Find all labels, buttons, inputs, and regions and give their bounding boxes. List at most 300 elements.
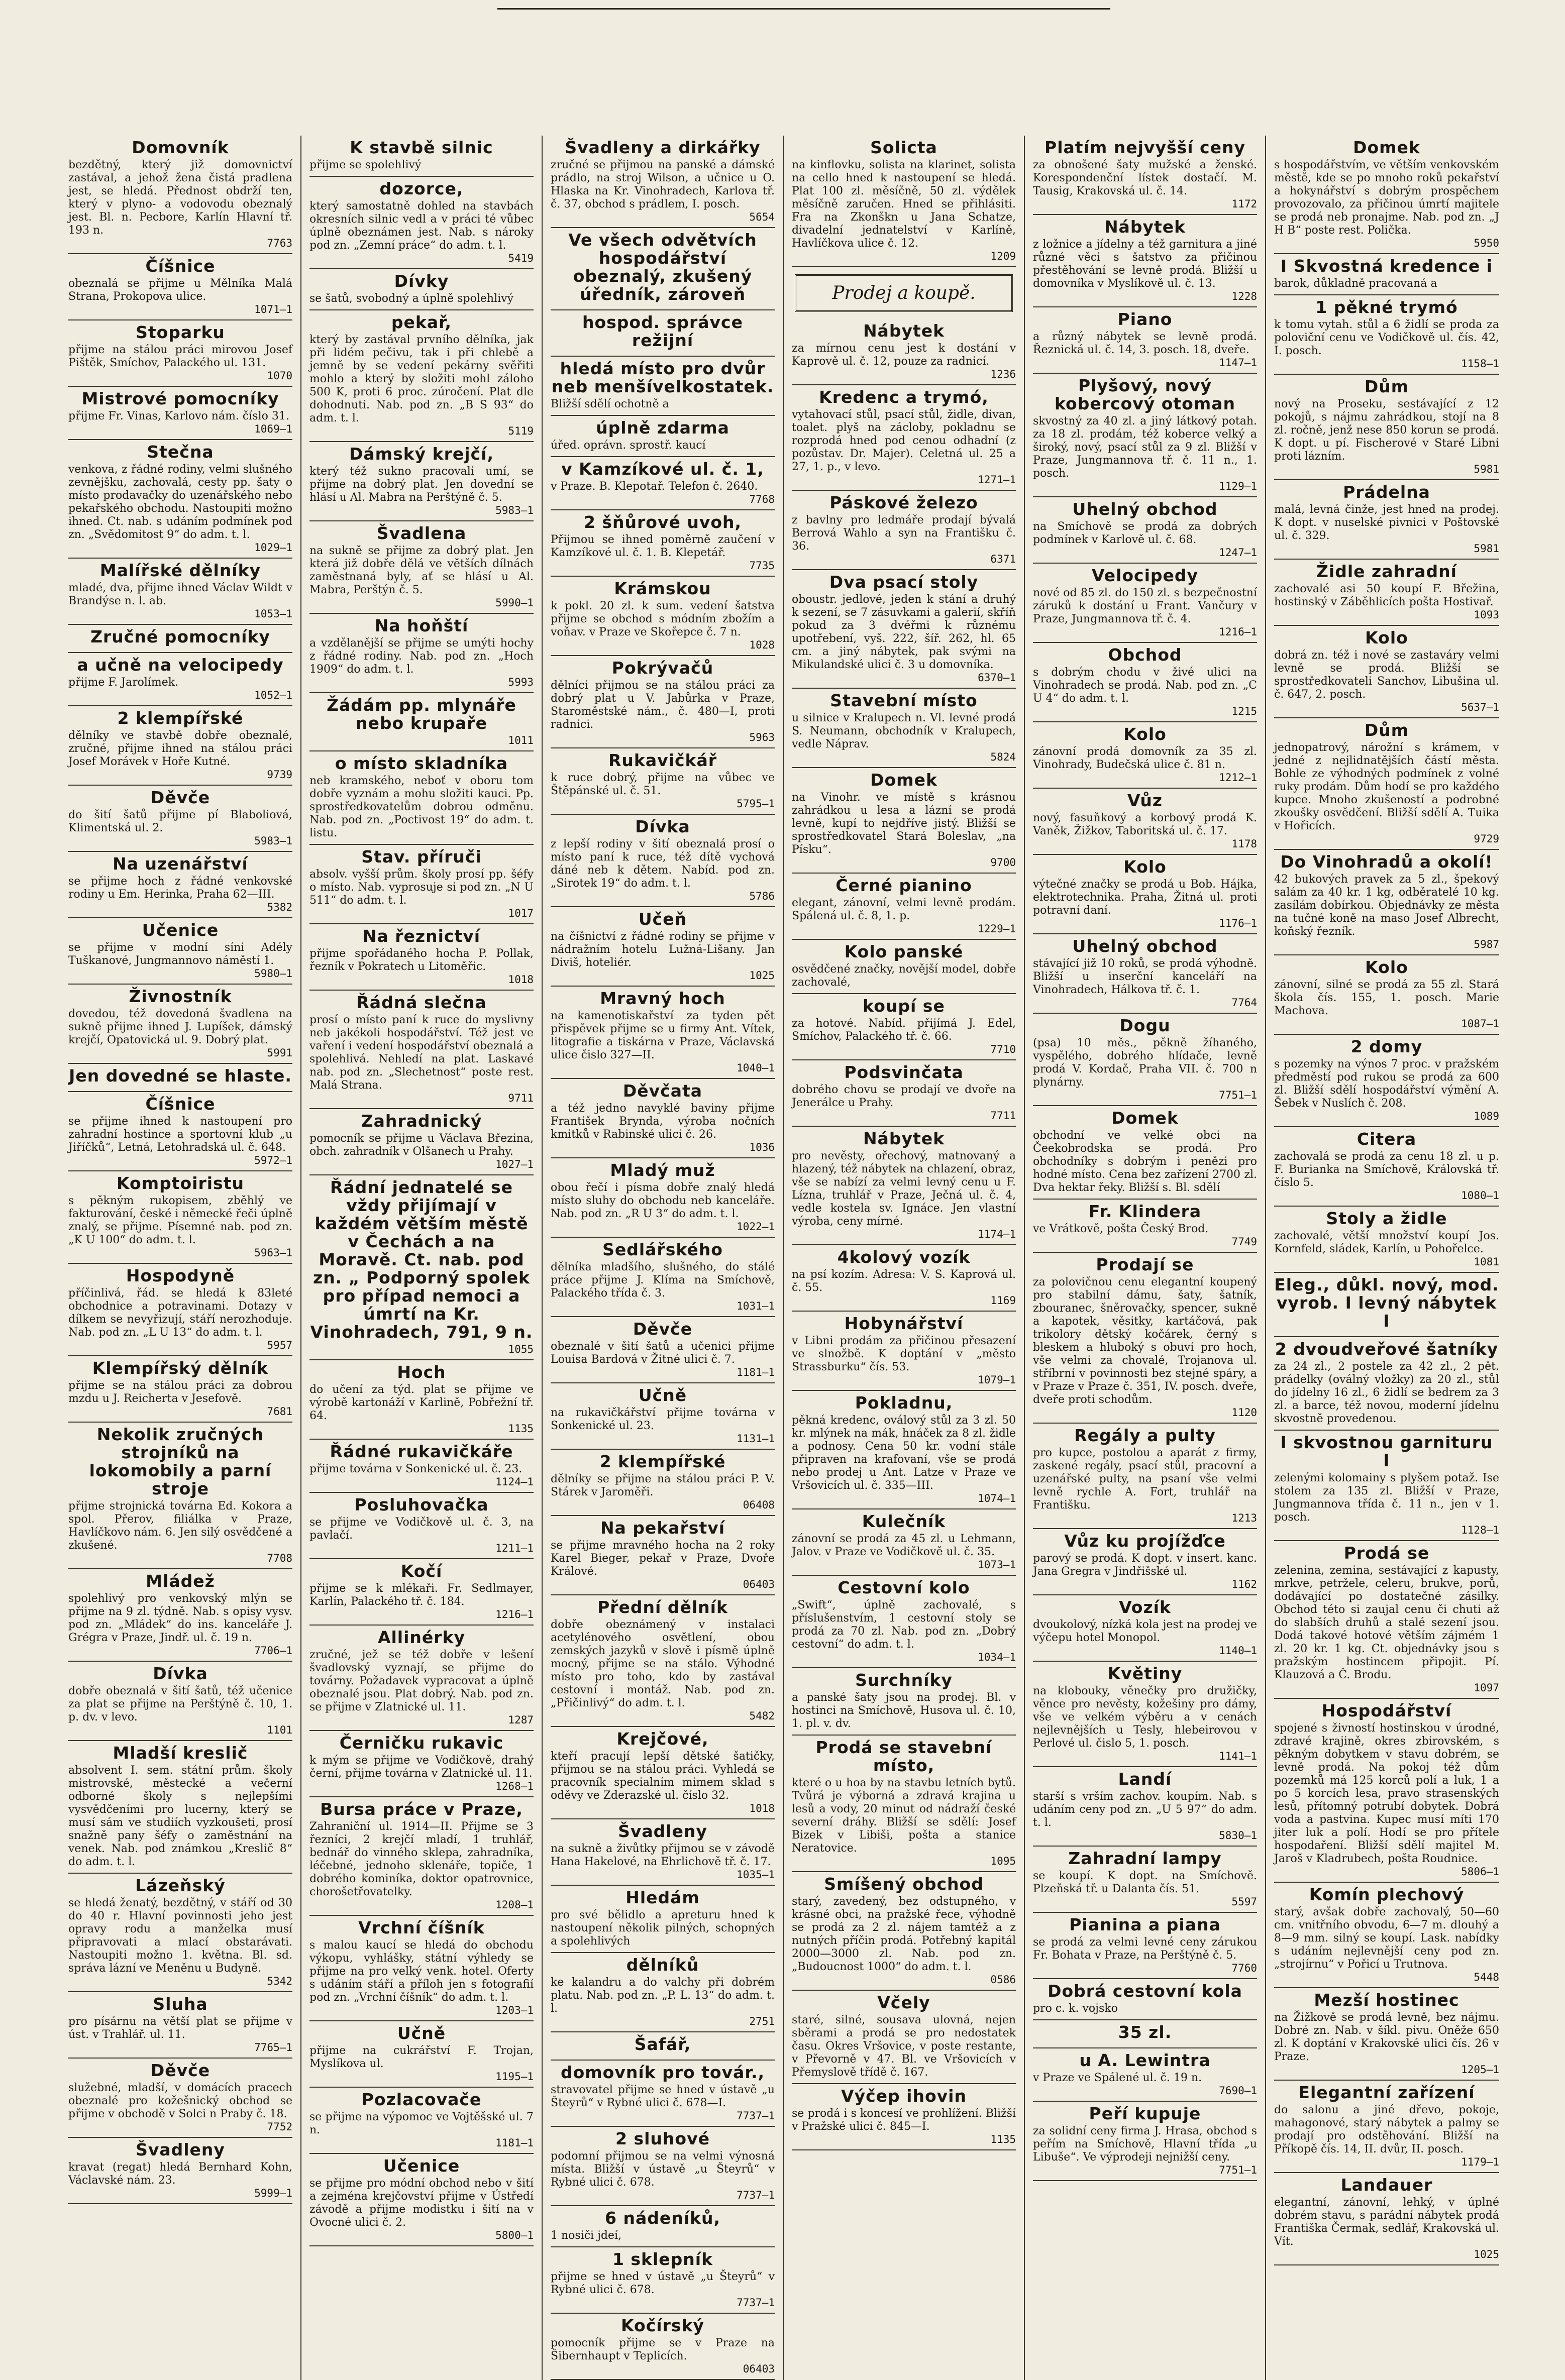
ad-code: 1018 [749, 1802, 775, 1814]
ad-body: na číšnictví z řádné rodiny se přijme v nádražním hotelu Lužná-Lišany. Jan Diviš, hoteliér. [551, 930, 775, 969]
classified-ad [1274, 2081, 1499, 2173]
classified-ad [68, 387, 292, 440]
classified-ad [551, 228, 775, 310]
classified-ad [551, 1079, 775, 1158]
ad-body: přijme se k mlékaři. Fr. Sedlmayer, Karlín, Palackého tř. č. 184. [309, 1582, 534, 1608]
ad-heading: Černičku rukavic [339, 1733, 504, 1753]
ad-body: stávající již 10 roků, se prodá výhodně. Bližší u inserční kanceláří na Vinohradech, Hálkova tř. č. 1. [1033, 957, 1257, 996]
classified-ad [792, 1736, 1016, 1872]
classified-ad [68, 706, 292, 786]
classified-ad [68, 985, 292, 1064]
ad-code: 1172 [1231, 198, 1257, 210]
ad-heading: Landí [1118, 1769, 1172, 1789]
classified-ad [1033, 564, 1257, 643]
classifieds-column [301, 136, 543, 2380]
ad-body: který též sukno pracovali umí, se přijme na dobrý plat. Jen dovední se hlásí u Al. Mabra na Perštýně č. 5. [309, 465, 534, 504]
ad-heading: Dámský krejčí, [349, 444, 494, 464]
newspaper-page [60, 136, 1507, 2375]
ad-code: 1216—1 [495, 1608, 534, 1620]
ad-code: 5800—1 [495, 2229, 534, 2241]
ad-heading: Dům [1364, 377, 1409, 396]
classified-ad [68, 1992, 292, 2059]
ad-body: dobře obeznalá v šití šatů, též učenice za plat se přijme na Perštýně č. 10, 1. p. dv. v levo. [68, 1685, 292, 1723]
ad-code: 1028 [749, 639, 775, 651]
ad-code: 1070 [267, 370, 292, 382]
ad-code: 1128—1 [1461, 1524, 1499, 1536]
ad-body: za solidní ceny firma J. Hrasa, obchod s peřím na Smíchově, Hlavní třída „u Libuše“. Ve výprodeji nejnižší ceny. [1033, 2125, 1257, 2163]
ad-code: 9700 [990, 856, 1016, 869]
ad-heading: Učeň [638, 909, 687, 929]
ad-code: 1135 [508, 1423, 534, 1435]
classified-ad [1033, 2102, 1257, 2181]
classified-ad [792, 1391, 1016, 1509]
ad-heading: Cestovní kolo [838, 1578, 970, 1597]
ad-body: dobrá zn. též i nové se zastaváry velmi levně se prodá. Bližší se sprostředkovateli Sanchov, Libušina ul. č. 647, 2. posch. [1274, 649, 1499, 701]
ad-code: 1079—1 [978, 1374, 1016, 1386]
ad-code: 7749 [1231, 1236, 1257, 1248]
ad-body: staré, silné, sousava ulovná, nejen sběrami a prodá se pro nedostatek času. Okres Vršovice, v poste restante, v Převorně v 47. Bl. ve Vršovicích v Přemyslově třídě č. 167. [792, 2014, 1016, 2079]
top-rule-decoration [0, 0, 1565, 30]
ad-body: dělníky se přijme na stálou práci P. V. Stárek v Jaroměři. [551, 1473, 775, 1498]
ad-heading: Kočí [400, 1561, 443, 1581]
classified-ad [551, 748, 775, 815]
ad-code: 1211—1 [495, 1542, 534, 1554]
ad-code: 5382 [267, 901, 292, 913]
ad-body: přijme strojnická továrna Ed. Kokora a spol. Přerov, filiálka v Praze, Havlíčkovo nám. 6. Jen silý osvědčené a zkušené. [68, 1500, 292, 1552]
classified-ad [551, 577, 775, 656]
ad-code: 7768 [749, 493, 775, 505]
ad-code: 1176—1 [1219, 917, 1257, 929]
classified-ad [309, 751, 534, 845]
classified-ad [551, 2314, 775, 2380]
ad-body: obeznalá se přijme u Mělníka Malá Strana, Prokopova ulice. [68, 277, 292, 303]
ad-body: na kamenotiskařství za tyden pět přispěvek přijme se u firmy Ant. Vítek, litografie a tiskárna v Praze, Václavská ulice čislo 327—II. [551, 1010, 775, 1061]
classified-ad [1274, 1127, 1499, 1207]
ad-body: přijme na stálou práci mirovou Josef Pištěk, Smíchov, Palackého ul. 131. [68, 344, 292, 369]
ad-code: 0586 [990, 1974, 1016, 1986]
ad-heading: Citera [1357, 1129, 1417, 1149]
ad-body: a vzdělanější se přijme se umýti hochy z řádné rodiny. Nab. pod zn. „Hoch 1909“ do adm. t. l. [309, 637, 534, 676]
ad-code: 7765—1 [254, 2041, 292, 2053]
ad-code: 1195—1 [495, 2071, 534, 2083]
ad-body: spolehlivý pro venkovský mlýn se přijme na 9 zl. týdně. Nab. s opisy vysv. pod zn. „Mládek“ do ins. kanceláře J. Grégra v Praze, Jindř. ul. č. 19 n. [68, 1592, 292, 1644]
ad-code: 7711 [990, 1110, 1016, 1122]
ad-heading: Zahradní lampy [1068, 1849, 1222, 1868]
classified-ad [309, 1797, 534, 1916]
ad-body: na kinflovku, solista na klarinet, solista na cello hned k nastoupení se hledá. Plat 100 zl. měsíčně, 50 zl. výdělek měsíčně zaručen. Hned se přihlásiti. Fra na Zkonškn u Jana Schatze, divadelní jednatelství v Karlíně, Havlíčkova ulice č. 12. [792, 159, 1016, 250]
classified-ad [68, 1741, 292, 1874]
classified-ad [1274, 1337, 1499, 1431]
ad-body: se přijme ihned k nastoupení pro zahradní hostince a sportovní klub „u Jiříčků“, Letná, Letohradská ul. č. 648. [68, 1115, 292, 1154]
ad-body: barok, důkladně pracovaná a [1274, 277, 1437, 290]
classified-ad [551, 1238, 775, 1317]
ad-code: 7737—1 [737, 2297, 775, 2309]
ad-heading: hospod. správce režijní [582, 312, 743, 350]
ad-code: 5990—1 [495, 597, 534, 609]
ad-code: 5983—1 [254, 835, 292, 847]
ad-heading: Zahradnický [361, 1111, 482, 1131]
ad-code: 5795—1 [737, 798, 775, 810]
ad-body: do salonu a jiné dřevo, pokoje, mahagonové, starý nábytek a palmy se prodají pro odstěhování. Bližší na Příkopě čís. 14, II. dvůr, II. posch. [1274, 2104, 1499, 2155]
ad-body: přijme továrna v Sonkenické ul. č. 23. [309, 1463, 523, 1475]
classified-ad [1033, 1200, 1257, 1253]
ad-heading: Na pekařství [600, 1518, 725, 1538]
classified-ad [792, 319, 1016, 385]
classified-ad [551, 136, 775, 228]
ad-body: osvědčené značky, novější model, dobře zachovalé, [792, 963, 1016, 989]
ad-code: 1178 [1231, 838, 1257, 850]
classified-ad [792, 689, 1016, 768]
classified-ad [551, 510, 775, 577]
ad-code: 1069—1 [254, 423, 292, 435]
ad-code: 1216—1 [1219, 626, 1257, 638]
ad-body: přijme spořádaného hocha P. Pollak, řezník v Pokratech u Litoměřic. [309, 947, 534, 973]
ad-code: 7737—1 [737, 2110, 775, 2122]
ad-body: Bližší sdělí ochotně a [551, 398, 669, 410]
ad-code: 1036 [749, 1141, 775, 1153]
ad-heading: Pozlacovače [361, 2090, 482, 2109]
classified-ad [68, 918, 292, 985]
ad-code: 1120 [1231, 1407, 1257, 1419]
ad-body: „Swift“, úplně zachovalé, s příslušenstvím, 1 cestovní stoly se prodá za 70 zl. Nab. pod zn. „Dobrý cestovní“ do adm. t. l. [792, 1599, 1016, 1651]
ad-code: 9711 [508, 1092, 534, 1104]
ad-body: v Praze. B. Klepotař. Telefon č. 2640. [551, 480, 758, 493]
ad-body: služebné, mladší, v domácích pracech obeznalé pro kožešnický obchod se přijme v obchodě v Solci n Praby č. 18. [68, 2082, 292, 2120]
ad-heading: Na uzenářství [113, 854, 248, 874]
classified-ad [792, 570, 1016, 689]
ad-heading: Vůz ku projížďce [1064, 1531, 1226, 1551]
ad-code: 1027—1 [495, 1158, 534, 1170]
ad-code: 1287 [508, 1714, 534, 1726]
ad-heading: Prodá se stavební místo, [815, 1738, 992, 1775]
ad-heading: Černé pianino [836, 876, 972, 895]
ad-heading: 4kolový vozík [837, 1247, 971, 1267]
ad-code: 5972—1 [254, 1154, 292, 1166]
classified-ad [792, 2084, 1016, 2150]
classified-ad [68, 1064, 292, 1092]
ad-body: starší s vrším zachov. koupím. Nab. s udáním ceny pod zn. „U 5 97“ do adm. t. l. [1033, 1790, 1257, 1829]
ad-code: 5119 [508, 425, 534, 437]
ad-body: na sukně a živůtky přijmou se v závodě Hana Hakelové, na Ehrlichově tř. č. 17. [551, 1843, 775, 1868]
ad-heading: K stavbě silnic [350, 138, 493, 157]
classifieds-column [60, 136, 301, 2380]
ad-heading: Řádní jednatelé se vždy přijímají v každém větším městě v Čechách a na Moravě. Ct. nab. pod zn. „ Podporný spolek pro případ nemoci a úmrtí na Kr. Vinohradech, 791, 9 n. [310, 1177, 533, 1342]
ad-heading: Landauer [1340, 2175, 1433, 2195]
classified-ad [68, 1264, 292, 1356]
classified-ad [68, 2138, 292, 2204]
classified-ad [551, 2061, 775, 2127]
ad-code: 5654 [749, 211, 775, 223]
ad-body: podomní přijmou se na velmi výnosná místa. Bližší v ústavě „u Šteyrů“ v Rybné ulici č. 678. [551, 2150, 775, 2189]
classified-ad [1033, 1424, 1257, 1529]
ad-heading: Vozík [1119, 1597, 1171, 1617]
ad-body: za hotové. Nabíd. přijímá J. Edel, Smíchov, Palackého tř. č. 66. [792, 1017, 1016, 1043]
ad-body: k pokl. 20 zl. k sum. vedení šatstva přijme se obchod s módním zbožím a voňav. v Praze ve Skořepce č. 7 n. [551, 600, 775, 638]
ad-heading: Hospodyně [126, 1266, 235, 1285]
ad-heading: Velocipedy [1091, 566, 1199, 585]
ad-heading: Do Vinohradů a okolí! [1280, 852, 1493, 872]
ad-body: který samostatně dohled na stavbách okresních silnic vedl a v práci té vůbec úplně obeznámen jest. Nab. s nároky pod zn. „Zemní práce“ do adm. t. l. [309, 200, 534, 252]
ad-code: 1174—1 [978, 1228, 1016, 1240]
ad-heading: Děvče [150, 2061, 211, 2080]
classified-ad [68, 1662, 292, 1741]
classified-ad [551, 416, 775, 457]
classified-ad [309, 693, 534, 751]
ad-body: malá, levná činže, jest hned na prodej. K dopt. v nuselské pivnici v Poštovské ul. č. 329. [1274, 503, 1499, 542]
ad-body: nové od 85 zl. do 150 zl. s bezpečnostní záruků k dostání u Frant. Vančury v Praze, Jungmannova tř. č. 4. [1033, 587, 1257, 625]
ad-heading: Piano [1117, 309, 1173, 329]
ad-code: 1212—1 [1219, 772, 1257, 784]
ad-heading: Hobynářství [844, 1314, 964, 1333]
classified-ad [1274, 1883, 1499, 1988]
ad-heading: Podsvinčata [844, 1062, 964, 1082]
classifieds-column [784, 136, 1025, 2380]
ad-body: zručné, jež se též dobře v lešení švadlovský vyznají, se přijme do továrny. Požadavek vypracovat a úplně obeznalé jsou. Plat dobrý. Nab. pod zn. se přijme v Zlatnické ul. 11. [309, 1649, 534, 1713]
ad-heading: Stav. příruči [361, 847, 482, 867]
ad-body: se přijme hoch z řádné venkovské rodiny u Em. Herinka, Praha 62—III. [68, 875, 292, 901]
ad-heading: Švadleny [618, 1821, 707, 1841]
ad-heading: Uhelný obchod [1072, 499, 1218, 519]
ad-code: 5987 [1474, 938, 1499, 950]
ad-code: 5981 [1474, 543, 1499, 555]
ad-heading: Přední dělník [597, 1597, 728, 1617]
ad-body: pomocník se přijme u Václava Březina, obch. zahradník v Olšanech u Prahy. [309, 1132, 534, 1158]
classified-ad [551, 457, 775, 510]
ad-body: v Libni prodám za přičinou přesazení ve slnožbě. K doptání v „město Strassburku“ čís. 53. [792, 1335, 1016, 1373]
ad-code: 1040—1 [737, 1062, 775, 1074]
ad-heading: Prodají se [1096, 1255, 1194, 1274]
ad-body: pomocník přijme se v Praze na Šibernhaupt v Teplicích. [551, 2337, 775, 2362]
classified-ad [1033, 789, 1257, 855]
ad-heading: Mladý muž [610, 1160, 715, 1180]
ad-code: 1140—1 [1219, 1645, 1257, 1657]
ad-code: 1029—1 [254, 542, 292, 554]
ad-code: 1209 [990, 250, 1016, 262]
classified-ad [792, 768, 1016, 874]
ad-code: 1247—1 [1219, 547, 1257, 559]
classified-ad [68, 1092, 292, 1171]
classified-ad [792, 1576, 1016, 1668]
ad-heading: Učenice [383, 2156, 460, 2176]
ad-body: s dobrým chodu v živé ulici na Vinohradech se prodá. Nab. pod zn. „C U 4“ do adm. t. l. [1033, 666, 1257, 705]
ad-body: k mým se přijme ve Vodičkově, drahý černí, přijme továrna v Zlatnické ul. 11. [309, 1754, 534, 1780]
classified-ad [1274, 850, 1499, 955]
ad-heading: Řádná slečna [356, 993, 487, 1012]
ad-code: 1097 [1474, 1682, 1499, 1694]
ad-body: oboustr. jedlové, jeden k stání a druhý k sezení, se 7 zásuvkami a galerií, skříň pokud za 3 dvéřmi k různému upotřebení, vyš. 222, šíř. 262, hl. 65 cm. a jiný nábytek, pak svými na Mikulandské ulici č. 3 u domovníka. [792, 593, 1016, 671]
ad-heading: Plyšový, nový kobercový otoman [1054, 376, 1236, 413]
masthead-rule [497, 8, 1110, 10]
ad-heading: Dívka [635, 817, 690, 836]
ad-heading: Dobrá cestovní kola [1048, 1981, 1242, 2001]
ad-code: 1073—1 [978, 1559, 1016, 1571]
classified-ad [1274, 295, 1499, 375]
classified-ad [1274, 1431, 1499, 1541]
ad-heading: Stavební místo [830, 691, 978, 710]
ad-heading: Číšnice [145, 1094, 216, 1114]
ad-body: za 24 zl., 2 postele za 42 zl., 2 pět. prádelky (oválný vložky) za 20 zl., stůl do jídelny 16 zl., 6 židlí se bedrem za 3 zl. a barce, též novou, moderní jídelnu skvostně provedenou. [1274, 1360, 1499, 1425]
ad-code: 1135 [990, 2133, 1016, 2145]
classified-ad [792, 1127, 1016, 1245]
ad-code: 1074—1 [978, 1492, 1016, 1504]
classified-ad [792, 1245, 1016, 1312]
ad-heading: Řádné rukavičkáře [330, 1442, 513, 1461]
ad-body: dělníci přijmou se na stálou práci za dobrý plat u V. Jabůrka v Praze, Staroměstské nám., č. 480—I, proti radnici. [551, 679, 775, 731]
ad-body: na sukně se přijme za dobrý plat. Jen která již dobře dělá ve větších dílnách zaměstnaná byly, ať se hlásí u Al. Mabra, Perštýn č. 5. [309, 545, 534, 596]
ad-heading: koupí se [863, 996, 945, 1016]
classified-ad [1033, 934, 1257, 1014]
ad-body: parový se prodá. K dopt. v insert. kanc. Jana Gregra v Jindřišské ul. [1033, 1552, 1257, 1578]
ad-body: zánovní se prodá za 45 zl. u Lehmann, Jalov. v Praze ve Vodičkově ul. č. 35. [792, 1533, 1016, 1558]
ad-body: (psa) 10 měs., pěkně žíhaného, vyspělého, dobrého hlídače, levně prodá V. Kordač, Praha VII. č. 700 n plynárny. [1033, 1037, 1257, 1089]
ad-body: a též jedno navyklé baviny přijme František Brynda, výroba nočních kmitků v Rabinské ulici č. 26. [551, 1102, 775, 1141]
ad-heading: Domovník [132, 138, 229, 157]
ad-heading: Švadleny [136, 2140, 225, 2159]
classified-ad [1033, 307, 1257, 374]
classified-ad [309, 177, 534, 269]
ad-body: se koupí. K dopt. na Smíchově. Plzeňská tř. u Dalanta čís. 51. [1033, 1870, 1257, 1895]
ad-body: přijme se spolehlivý [309, 159, 422, 171]
classified-ad [1033, 2020, 1257, 2048]
ad-heading: Kulečník [862, 1511, 946, 1531]
ad-body: dělníky ve stavbě dobře obeznalé, zručné, přijme ihned na stálou práci Josef Morávek v Hoře Kutné. [68, 729, 292, 768]
ad-body: starý, avšak dobře zachovalý, 50—60 cm. vnitřního obvodu, 6—7 m. dlouhý a 8—9 mm. silný se koupí. Lask. nabídky s udáním nejlevnější ceny pod zn. „strojírnu“ v Pořicí u Trutnova. [1274, 1906, 1499, 1971]
classified-ad [1274, 1035, 1499, 1127]
classified-ad [309, 614, 534, 693]
ad-body: na Smíchově se prodá za dobrých podmínek v Karlově ul. č. 68. [1033, 520, 1257, 546]
ad-code: 1181—1 [737, 1366, 775, 1378]
ad-body: zachovalé, větší množství koupí Jos. Kornfeld, sládek, Karlín, u Pohořelce. [1274, 1230, 1499, 1255]
ad-body: obeznalé v šití šatů a učenici přijme Louisa Bardová v Žitné ulici č. 7. [551, 1340, 775, 1366]
ad-body: venkova, z řádné rodiny, velmi slušného zevnějšku, zachovalá, cesty pp. šaty o místo prodavačky do uzenářského nebo pekařského obchodu. Nastoupiti možno ihned. Ct. nab. s udáním podmínek pod zn. „Svědomitost 9“ do adm. t. l. [68, 463, 292, 541]
ad-code: 1229—1 [978, 923, 1016, 935]
classified-ad [551, 1819, 775, 1886]
ad-heading: 2 domy [1350, 1037, 1423, 1056]
ad-body: nový, fasuňkový a korbový prodá K. Vaněk, Žižkov, Taboritská ul. č. 17. [1033, 812, 1257, 837]
ad-heading: Jen dovedné se hlaste. [69, 1066, 292, 1086]
ad-heading: hledá místo pro dvůr neb menšívelkostatek. [551, 359, 774, 396]
ad-heading: Vůz [1127, 791, 1163, 810]
ad-code: 1205—1 [1461, 2064, 1499, 2076]
ad-body: kravat (regat) hledá Bernhard Kohn, Václavské nám. 23. [68, 2161, 292, 2187]
ad-code: 9729 [1474, 833, 1499, 845]
ad-body: za polovičnou cenu elegantní koupený pro stabilní dámu, šaty, šatník, zbouranec, šněrovačky, spencer, sukně a kapotek, věsitky, kartáčová, pak trikolory dětský kočárek, černý s bleskem a hluboký s obuví pro hoch, vše velmi za chovalé, Trojanova ul. stříbrní v povinnosti bez stejné spáry, a v Praze v Praze č. 351, IV. posch. dveře, dveře proti schodům. [1033, 1276, 1257, 1406]
classified-ad [68, 1569, 292, 1662]
ad-heading: Učně [397, 2023, 446, 2043]
ad-body: a různý nábytek se levně prodá. Řeznická ul. č. 14, 3. posch. 18, dveře. [1033, 331, 1257, 356]
ad-code: 1017 [508, 907, 534, 919]
ad-heading: Stoly a židle [1326, 1209, 1447, 1228]
ad-heading: Komín plechový [1309, 1885, 1465, 1904]
ad-body: kteří pracují lepší dětské šatičky, přijmou se na stálou práci. Vyhledá se pracovník specialním mimem sklad s oděvy ve Zderazské ul. číslo 32. [551, 1750, 775, 1802]
ad-body: se prodá za velmi levné ceny zárukou Fr. Bohata v Praze, na Perštýně č. 5. [1033, 1936, 1257, 1962]
classified-ad [551, 1953, 775, 2032]
ad-heading: Posluhovačka [354, 1495, 489, 1514]
ad-heading: Nábytek [1104, 217, 1186, 237]
classified-ad [551, 907, 775, 987]
ad-heading: Solicta [870, 138, 937, 157]
ad-code: 1169 [990, 1294, 1016, 1307]
classified-ad [309, 269, 534, 310]
classified-ad [1033, 497, 1257, 564]
ad-heading: Domek [1353, 138, 1420, 157]
ad-code: 5637—1 [1461, 701, 1499, 713]
ad-code: 7710 [990, 1043, 1016, 1055]
classified-ad [551, 2247, 775, 2314]
ad-code: 1268—1 [495, 1780, 534, 1792]
ad-code: 7751—1 [1219, 1089, 1257, 1101]
classified-ad [1274, 718, 1499, 850]
classified-ad [68, 852, 292, 918]
ad-body: ve Vrátkově, pošta Český Brod. [1033, 1223, 1209, 1235]
ad-heading: Švadleny a dirkářky [565, 138, 761, 157]
ad-code: 1215 [1231, 705, 1257, 717]
ad-heading: Fr. Klindera [1088, 1202, 1202, 1221]
ad-body: se hledá ženatý, bezdětný, v stáří od 30 do 40 r. Hlavní povinnosti jeho jest opravy rodu a manželka musí připravovati a mlací obstarávati. Nastoupiti možno 1. května. Bl. sd. správa lázní ve Meněnu u Budyně. [68, 1897, 292, 1975]
ad-body: zánovní prodá domovník za 35 zl. Vinohrady, Budečská ulice č. 81 n. [1033, 745, 1257, 771]
ad-heading: 2 dvoudveřové šatníky [1275, 1339, 1499, 1359]
classified-ad [1033, 1529, 1257, 1595]
ad-body: pro své bělidlo a apreturu hned k nastoupení několik pilných, schopných a spolehlivých [551, 1909, 775, 1948]
classified-ad [68, 653, 292, 706]
ad-heading: Děvčata [622, 1081, 703, 1101]
ad-body: na psí kozím. Adresa: V. S. Kaprová ul. č. 55. [792, 1268, 1016, 1294]
ad-body: se přijme ve Vodičkově ul. č. 3, na pavlačí. [309, 1516, 534, 1542]
classifieds-column [1266, 136, 1507, 2380]
ad-body: absolvent I. sem. státní prům. školy mistrovské, městecké a večerní odborné školy s nejlepšími vysvědčeními pro lucerny, který se musí sám ve studiích vyzkoušeti, prosí snažně pany šéfy o zaměstnání na venek. Nab. pod známkou „Kreslič 8“ do adm. t. l. [68, 1764, 292, 1868]
ad-heading: Rukavičkář [608, 750, 717, 770]
classified-ad [309, 924, 534, 991]
classified-ad [792, 940, 1016, 994]
ad-code: 1208—1 [495, 1899, 534, 1911]
classified-ad [792, 1668, 1016, 1736]
ad-code: 1101 [267, 1724, 292, 1736]
ad-heading: Nábytek [863, 1129, 945, 1148]
ad-heading: Krejčové, [616, 1729, 709, 1749]
ad-heading: Allinérky [377, 1628, 466, 1647]
ad-body: pro nevěsty, ořechový, matnovaný a hlazený, též nábytek na chlazení, obraz, vše se nabízí za velmi levný cenu u F. Lízna, truhlář v Praze, Ječná ul. č. 4, vedle kostela sv. Ignáce. Jen vlastní výroba, ceny mírné. [792, 1150, 1016, 1228]
ad-heading: Dívka [153, 1664, 208, 1683]
ad-body: elegantní, zánovní, lehký, v úplné dobrém stavu, s parádní nábytek prodá Františka Čermak, sedlář, Krakovská ul. Vít. [1274, 2196, 1499, 2248]
ad-body: přijme Fr. Vinas, Karlovo nám. číslo 31. [68, 410, 289, 422]
classified-ad [1033, 1662, 1257, 1767]
ad-body: s pěkným rukopisem, zběhlý ve fakturování, české i německé řeči úplně znalý, se přijme. Písemné nab. pod zn. „K U 100“ do adm. t. l. [68, 1195, 292, 1246]
classified-ad [309, 1109, 534, 1175]
classified-ad [1274, 1699, 1499, 1883]
classified-ad [551, 1516, 775, 1595]
classified-ad [1274, 560, 1499, 626]
ad-body: s hospodářstvím, ve větším venkovském městě, kde se po mnoho roků pekařství a hokynářství s dobrým prospěchem provozovalo, za přičinou úmrtí majitele se prodá neb pronajme. Nab. pod zn. „J H B“ poste rest. Polička. [1274, 159, 1499, 237]
ad-heading: Páskové železo [829, 493, 978, 512]
classified-ad [309, 2154, 534, 2246]
ad-heading: Květiny [1107, 1664, 1183, 1683]
classified-ad [68, 440, 292, 559]
ad-body: nový na Proseku, sestávající z 12 pokojů, s nájmu zahrádkou, stojí na 8 zl. ročně, jenž nese 850 korun se prodá. K dopt. u pí. Fischerové v Staré Libni proti lázním. [1274, 398, 1499, 463]
ad-heading: 2 šňůrové uvoh, [583, 512, 742, 532]
classified-ad [309, 991, 534, 1109]
ad-body: do učení za týd. plat se přijme ve výrobě kartonáží v Karlině, Pobřežní tř. 64. [309, 1383, 534, 1422]
classified-ad [1033, 643, 1257, 722]
ad-heading: Pokladnu, [855, 1393, 953, 1413]
classified-ad [68, 1171, 292, 1264]
classified-ad [792, 994, 1016, 1060]
classified-ad [1033, 374, 1257, 497]
ad-heading: Lázeňský [135, 1876, 226, 1895]
classified-ad [1033, 1014, 1257, 1106]
ad-body: dobře obeznámený v instalaci acetylénového osvětlení, obou zemských jazyků v slově i písmě úplně mocný, přijme se na stálo. Výhodné místo pro toho, kdo by zastával cestovní i montáž. Nab. pod zn. „Přičinlivý“ do adm. t. l. [551, 1618, 775, 1709]
classified-ad [68, 136, 292, 254]
ad-heading: Děvče [150, 788, 211, 807]
